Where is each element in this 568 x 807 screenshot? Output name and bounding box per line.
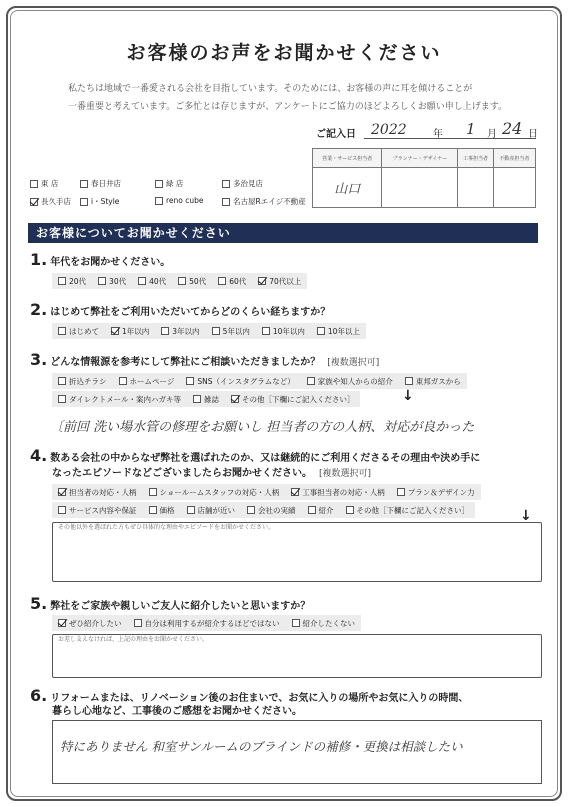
question-5: 5. 弊社をご家族や親しいご友人に紹介したいと思いますか？: [30, 594, 311, 613]
q4-options-row1: [52, 484, 481, 500]
question-6: 6. リフォームまたは、リノベーション後のお住まいで、お気に入りの場所やお気に入りの時間、: [30, 686, 469, 705]
checkbox[interactable]: [187, 506, 195, 514]
checkbox[interactable]: [58, 506, 66, 514]
checkbox[interactable]: [292, 619, 300, 627]
staff-header: 不動産担当者: [493, 149, 535, 168]
store-option[interactable]: 春日井店: [80, 178, 121, 189]
store-option[interactable]: 名古屋Rエイジ不動産: [222, 196, 306, 207]
date-year[interactable]: 2022: [371, 122, 407, 138]
q2-option[interactable]: 1年以内: [105, 323, 155, 339]
checkbox[interactable]: [317, 327, 325, 335]
q3-option[interactable]: 家族や知人からの紹介: [301, 373, 399, 389]
q5-option[interactable]: 紹介したくない: [286, 615, 362, 631]
checkbox[interactable]: [307, 377, 315, 385]
q3-option[interactable]: ホームページ: [113, 373, 181, 389]
staff-header: 営業・サービス担当者: [313, 149, 382, 168]
date-month[interactable]: 1: [466, 120, 476, 138]
checkbox[interactable]: [30, 198, 38, 206]
date-row: [316, 119, 538, 140]
checkbox[interactable]: [258, 277, 266, 285]
q2-option[interactable]: 3年以内: [155, 323, 205, 339]
staff-sales-value[interactable]: 山口: [313, 168, 382, 208]
q3-option[interactable]: SNS（インスタグラムなど）: [180, 373, 300, 389]
checkbox[interactable]: [80, 198, 88, 206]
store-option[interactable]: 東 店: [30, 178, 58, 189]
staff-header: プランナー・デザイナー: [382, 149, 458, 168]
q1-option[interactable]: 20代: [52, 273, 92, 289]
page-title: お客様のお声をお聞かせください: [126, 42, 442, 64]
checkbox[interactable]: [134, 619, 142, 627]
checkbox[interactable]: [155, 180, 163, 188]
checkbox[interactable]: [138, 277, 146, 285]
question-4: 4. 数ある会社の中からなぜ弊社を選ばれたのか、又は継続的にご利用くださるその理由や決め手に: [30, 446, 481, 465]
checkbox[interactable]: [58, 488, 66, 496]
checkbox[interactable]: [161, 327, 169, 335]
staff-header: 工事担当者: [458, 149, 493, 168]
checkbox[interactable]: [218, 277, 226, 285]
date-day-unit: 日: [528, 129, 538, 140]
q2-option[interactable]: 10年以上: [311, 323, 366, 339]
question-1: 1. 年代をお聞かせください。: [30, 250, 171, 269]
arrow-down-icon: ↓: [402, 388, 414, 404]
q4-option[interactable]: その他［下欄にご記入ください］: [340, 502, 476, 518]
intro-text: [68, 80, 508, 116]
store-option[interactable]: reno cube: [155, 196, 204, 205]
q3-option[interactable]: ダイレクトメール・案内ハガキ等: [52, 391, 187, 407]
q1-option[interactable]: 30代: [92, 273, 132, 289]
intro-line-1: 私たちは地域で一番愛される会社を目指しています。そのためには、お客様の声に耳を傾けることが: [68, 84, 473, 94]
q2-options: [52, 323, 366, 339]
q3-options-row1: [52, 373, 467, 389]
q3-option[interactable]: その他［下欄にご記入ください］: [225, 391, 361, 407]
q1-option[interactable]: 50代: [172, 273, 212, 289]
staff-construction-value[interactable]: [458, 168, 493, 208]
arrow-down-icon: ↓: [520, 508, 532, 524]
q4-option[interactable]: ショールームスタッフの対応・人柄: [143, 484, 286, 500]
date-year-unit: 年: [433, 129, 443, 140]
q5-option[interactable]: 自分は利用するが紹介するほどではない: [128, 615, 286, 631]
question-3: 3. どんな情報源を参考にして弊社にご相談いただきましたか？ [複数選択可]: [30, 350, 380, 369]
q4-hint: その他以外を選ばれた方もぜひ具体的な理由やエピソードをお聞かせください。: [58, 524, 275, 531]
q1-option[interactable]: 40代: [132, 273, 172, 289]
checkbox[interactable]: [291, 488, 299, 496]
checkbox[interactable]: [58, 619, 66, 627]
section-banner: お客様についてお聞かせください: [28, 223, 538, 243]
q2-option[interactable]: 5年以内: [206, 323, 256, 339]
checkbox[interactable]: [346, 506, 354, 514]
q2-option[interactable]: はじめて: [52, 323, 105, 339]
q5-options: [52, 615, 361, 631]
checkbox[interactable]: [149, 488, 157, 496]
checkbox[interactable]: [58, 277, 66, 285]
store-option[interactable]: 長久手店: [30, 196, 71, 207]
date-label: ご記入日: [316, 129, 356, 140]
checkbox[interactable]: [98, 277, 106, 285]
checkbox[interactable]: [58, 377, 66, 385]
checkbox[interactable]: [119, 377, 127, 385]
q5-option[interactable]: ぜひ紹介したい: [52, 615, 128, 631]
date-day[interactable]: 24: [502, 119, 523, 138]
staff-planner-value[interactable]: [382, 168, 458, 208]
q4-option[interactable]: サービス内容や保証: [52, 502, 143, 518]
checkbox[interactable]: [58, 327, 66, 335]
question-4-line2: なったエピソードなどございましたらお聞かせください。 [複数選択可]: [52, 468, 372, 479]
q3-options-row2: [52, 391, 360, 407]
q4-option[interactable]: 工事担当者の対応・人柄: [285, 484, 391, 500]
store-option[interactable]: 多治見店: [222, 178, 263, 189]
q2-option[interactable]: 10年以内: [256, 323, 311, 339]
checkbox[interactable]: [247, 506, 255, 514]
checkbox[interactable]: [186, 377, 194, 385]
checkbox[interactable]: [58, 395, 66, 403]
q1-options: [52, 273, 307, 289]
question-2: 2. はじめて弊社をご利用いただいてからどのくらい経ちますか？: [30, 300, 331, 319]
checkbox[interactable]: [405, 377, 413, 385]
staff-realestate-value[interactable]: [493, 168, 535, 208]
q4-option[interactable]: 価格: [143, 502, 181, 518]
q1-option[interactable]: 70代以上: [252, 273, 307, 289]
question-6-line2: 暮らし心地など、工事後のご感想をお聞かせください。: [52, 706, 302, 717]
q4-option[interactable]: 担当者の対応・人柄: [52, 484, 143, 500]
checkbox[interactable]: [193, 395, 201, 403]
store-option[interactable]: 緑 店: [155, 178, 183, 189]
checkbox[interactable]: [222, 180, 230, 188]
q3-option[interactable]: 折込チラシ: [52, 373, 113, 389]
q4-options-row2: [52, 502, 475, 518]
checkbox[interactable]: [262, 327, 270, 335]
checkbox[interactable]: [212, 327, 220, 335]
checkbox[interactable]: [222, 198, 230, 206]
checkbox[interactable]: [155, 197, 163, 205]
checkbox[interactable]: [111, 327, 119, 335]
date-month-unit: 月: [487, 129, 497, 140]
q4-option[interactable]: 紹介: [302, 502, 340, 518]
q3-option[interactable]: 雑誌: [187, 391, 225, 407]
checkbox[interactable]: [178, 277, 186, 285]
checkbox[interactable]: [80, 180, 88, 188]
q4-answer-box[interactable]: [52, 522, 542, 582]
q1-option[interactable]: 60代: [212, 273, 252, 289]
checkbox[interactable]: [30, 180, 38, 188]
checkbox[interactable]: [308, 506, 316, 514]
store-option[interactable]: i・Style: [80, 196, 119, 207]
checkbox[interactable]: [231, 395, 239, 403]
checkbox[interactable]: [149, 506, 157, 514]
q6-answer[interactable]: 特にありません 和室サンルームのブラインドの補修・更換は相談したい: [60, 739, 463, 754]
q4-option[interactable]: 店舗が近い: [181, 502, 242, 518]
checkbox[interactable]: [397, 488, 405, 496]
staff-table: [312, 148, 536, 208]
intro-line-2: 一番重要と考えています。ご多忙とは存じますが、アンケートにご協力のほどよろしくお願い申し上げます。: [68, 102, 508, 112]
q4-option[interactable]: 会社の実績: [241, 502, 302, 518]
q3-answer[interactable]: 〔前回 洗い場水管の修理をお願いし 担当者の方の人柄、対応が良かった: [50, 420, 475, 435]
date-underline: [364, 138, 536, 139]
q5-hint: お差し支えなければ、上記の理由をお聞かせください。: [58, 636, 209, 643]
q3-option[interactable]: 東邦ガスから: [399, 373, 467, 389]
q4-option[interactable]: プラン＆デザイン力: [391, 484, 481, 500]
